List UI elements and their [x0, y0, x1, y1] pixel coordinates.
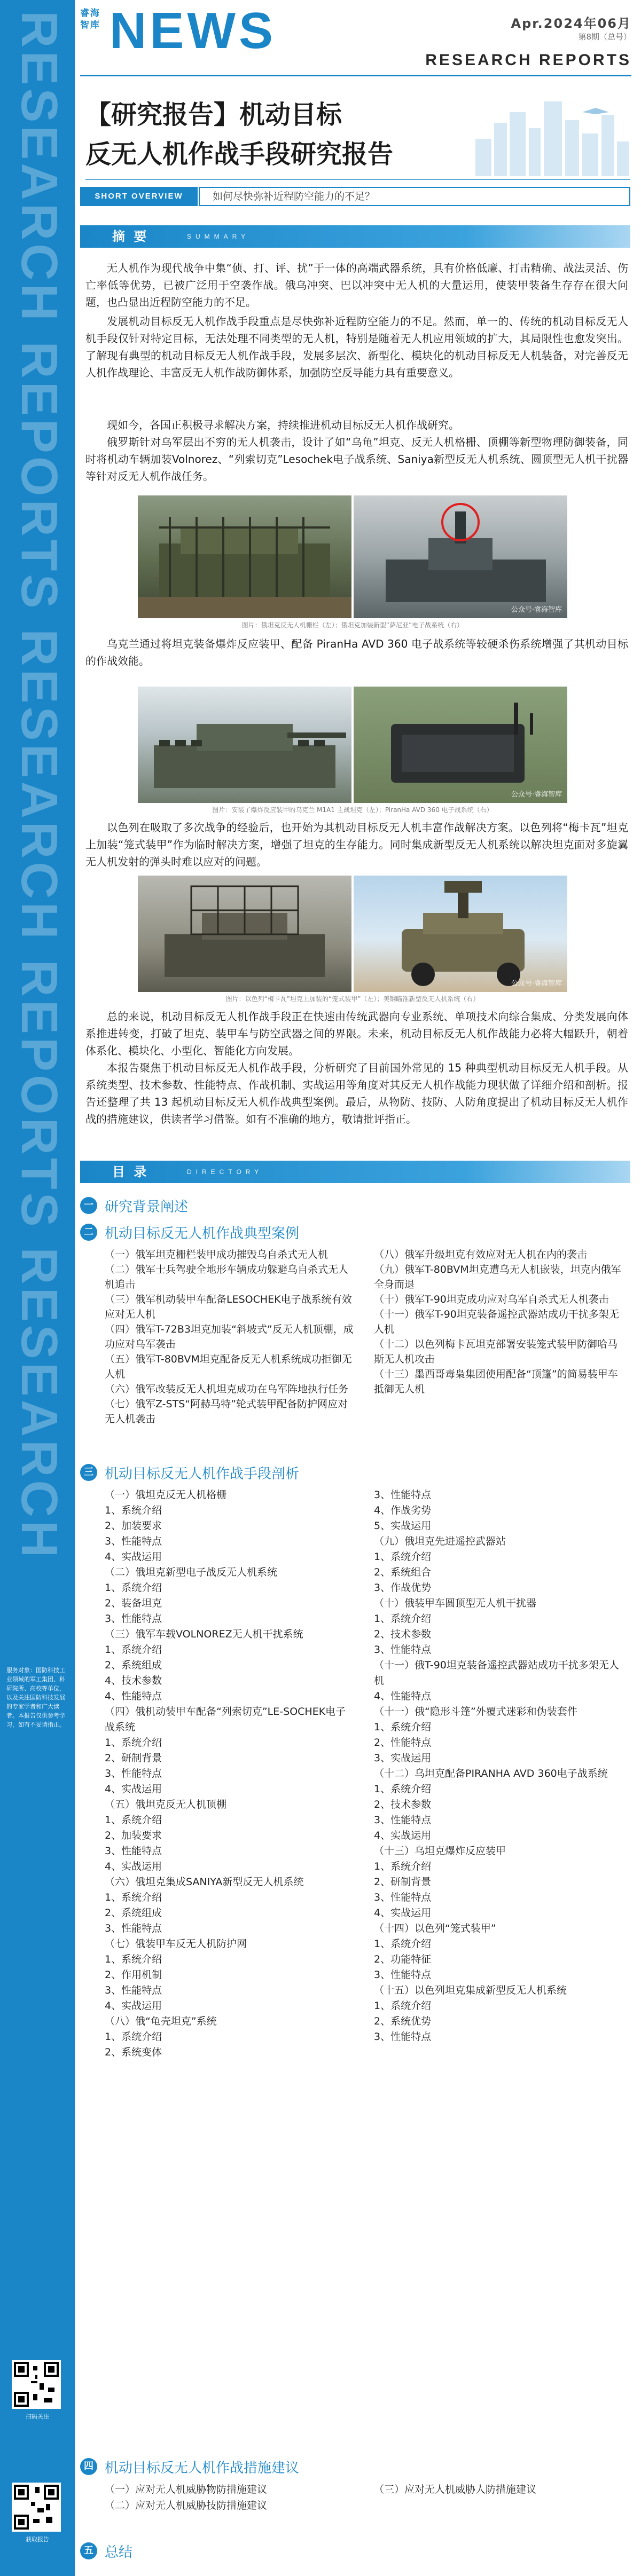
abstract-paragraph-1: 无人机作为现代战争中集“侦、打、评、扰”于一体的高端武器系统，具有价格低廉、打击精确、战法灵活、伤亡率低等优势，已被广泛用于空袭作战。俄乌冲突、巴以冲突中无人机的大量运用，使装甲装备生存存在很大问题，也凸显出近程防空能力的不足。	[85, 262, 628, 309]
watermark-2: 公众号·睿海智库	[511, 791, 562, 799]
sidebar-note: 服务对象：国防科技工业领域的军工集团、科研院所、高校等单位，以及关注国防科技发展的专家学者和广大读者。本报告仅供参考学习，如有不妥请指正。	[6, 1667, 65, 1728]
caption-photo-row-1: 图片：俄坦克反无人机栅栏（左）；俄坦克加装新型“萨尼亚”电子战系统（右）	[241, 621, 464, 629]
photo-ukraine-m1a1	[138, 687, 351, 803]
toc-item[interactable]: 2、系统变体	[105, 2046, 162, 2058]
toc-item[interactable]: （十三）乌坦克爆炸反应装甲	[374, 1845, 506, 1857]
toc-section-3[interactable]	[80, 1463, 299, 1482]
toc-item[interactable]: （七）俄军Z-STS“阿赫马特”轮式装甲配备防护网应对无人机袭击	[105, 1398, 348, 1425]
toc-item[interactable]: 3、性能特点	[374, 1814, 432, 1826]
toc-item[interactable]: （五）俄军T-80BVM坦克配备反无人机系统成功拒御无人机	[105, 1353, 352, 1380]
toc-item[interactable]: 2、性能特点	[374, 1737, 432, 1748]
toc-section-title: 机动目标反无人机作战手段剖析	[105, 1466, 300, 1482]
toc-section-title: 机动目标反无人机作战典型案例	[105, 1225, 300, 1242]
abstract-paragraph-2: 发展机动目标反无人机作战手段重点是尽快弥补近程防空能力的不足。然而，单一的、传统的机动目标反无人机手段仅针对特定目标，无法处理不同类型的无人机，特别是随着无人机应用领域的扩大，其局限性也愈发突出。了解现有典型的机动目标反无人机作战手段，发展多层次、新型化、模块化的机动目标反无人机装备，对完善反无人机作战理论、丰富反无人机作战防御体系，加强防空反导能力具有重要意义。	[85, 315, 628, 379]
toc-item[interactable]: 2、系统组成	[105, 1907, 162, 1919]
toc-item[interactable]: 1、系统介绍	[374, 2000, 432, 2012]
toc-item[interactable]: 2、技术参数	[374, 1799, 432, 1810]
toc-item[interactable]: 3、实战运用	[374, 1752, 432, 1764]
abstract-paragraph-4: 俄罗斯针对乌军层出不穷的无人机袭击，设计了如“乌龟”坦克、反无人机格栅、顶棚等新型物理防御装备，同时将机动车辆加装Volnorez、“列索切克”Lesochek电子战系统、Saniya新型反无人机系统、圆顶型无人机干扰器等针对反无人机作战任务。	[85, 436, 628, 483]
left-decorative-strip	[0, 0, 75, 2576]
toc-item[interactable]: 2、研制背景	[105, 1752, 162, 1764]
header-divider	[80, 75, 631, 76]
toc-section-bar	[80, 1161, 630, 1183]
toc-section-1[interactable]	[80, 1196, 188, 1215]
qr-code-1	[12, 2360, 61, 2409]
abstract-label: 摘 要	[112, 229, 149, 244]
toc-item[interactable]: 4、性能特点	[374, 1690, 432, 1702]
research-reports-label: RESEARCH REPORTS	[425, 51, 631, 69]
toc-item[interactable]: 2、加装要求	[105, 1520, 162, 1532]
toc-item[interactable]: 3、性能特点	[374, 1489, 432, 1501]
toc-item[interactable]: 2、系统优势	[374, 2015, 432, 2027]
toc-item[interactable]: 4、性能特点	[105, 1690, 162, 1702]
abstract-label-en: SUMMARY	[187, 233, 250, 240]
toc-item[interactable]: 4、实战运用	[105, 1551, 162, 1563]
toc-item[interactable]: 3、性能特点	[374, 1969, 432, 1981]
toc-item[interactable]: 2、技术参数	[374, 1628, 432, 1640]
toc-section-number: 四	[80, 2458, 97, 2475]
toc-item[interactable]: （七）俄装甲车反无人机防护网	[105, 1938, 247, 1950]
toc-item[interactable]: （六）俄军改装反无人机坦克成功在乌军阵地执行任务	[105, 1383, 349, 1395]
title-line-2: 反无人机作战手段研究报告	[85, 139, 394, 169]
toc-item[interactable]: 1、系统介绍	[105, 1814, 162, 1826]
toc-item[interactable]: （十一）俄“隐形斗篷”外覆式迷彩和伪装套件	[374, 1706, 577, 1718]
toc-item[interactable]: （九）俄军T-80BVM坦克遭乌无人机嵌装，坦克内俄军全身而退	[374, 1264, 621, 1290]
toc-item[interactable]: 3、性能特点	[105, 1535, 162, 1547]
toc-item[interactable]: 2、研制背景	[374, 1876, 432, 1888]
toc-item[interactable]: 5、实战运用	[374, 1520, 432, 1532]
photo-piranha-avd360	[354, 687, 567, 803]
toc-item[interactable]: 1、系统介绍	[374, 1613, 432, 1625]
toc-s3-left-list	[105, 1487, 356, 2060]
toc-item[interactable]: 1、系统介绍	[105, 1892, 162, 1903]
toc-item[interactable]: 3、性能特点	[105, 1613, 162, 1625]
toc-item[interactable]: （十一）俄军T-90坦克装备遥控武器站成功干扰多架无人机	[374, 1309, 619, 1335]
watermark-3: 公众号·睿海智库	[511, 980, 562, 988]
toc-item[interactable]: 2、系统组成	[105, 1659, 162, 1671]
toc-item[interactable]: 4、实战运用	[374, 1907, 432, 1919]
toc-item[interactable]: 3、性能特点	[105, 1845, 162, 1857]
toc-item[interactable]: 1、系统介绍	[374, 1783, 432, 1795]
abstract-section-bar	[80, 225, 630, 248]
toc-item[interactable]: 1、系统介绍	[105, 1644, 162, 1656]
toc-item[interactable]: 2、装备坦克	[105, 1597, 162, 1609]
toc-item[interactable]: （八）俄“龟壳坦克”系统	[105, 2015, 217, 2027]
toc-item[interactable]: 3、性能特点	[374, 1892, 432, 1903]
toc-item[interactable]: 1、系统介绍	[105, 1953, 162, 1965]
toc-s3-right-list	[374, 1487, 625, 2045]
toc-item[interactable]: （十三）墨西哥毒枭集团使用配备“顶篷”的简易装甲车抵御无人机	[374, 1368, 618, 1395]
toc-item[interactable]: （三）俄军车载VOLNOREZ无人机干扰系统	[105, 1628, 303, 1640]
qr-caption-1: 扫码关注	[26, 2413, 49, 2420]
watermark-1: 公众号·睿海智库	[511, 606, 562, 614]
toc-item[interactable]: （九）俄坦克先进遥控武器站	[374, 1535, 506, 1547]
toc-item[interactable]: 4、实战运用	[374, 1830, 432, 1841]
toc-section-number: 二	[80, 1224, 97, 1241]
toc-item[interactable]: （十二）乌坦克配备PIRANHA AVD 360电子战系统	[374, 1768, 608, 1779]
toc-item[interactable]: （一）应对无人机威胁物防措施建议	[105, 2484, 268, 2495]
toc-item[interactable]: 3、性能特点	[105, 1984, 162, 1996]
toc-item[interactable]: （三）应对无人机威胁人防措施建议	[374, 2484, 537, 2495]
toc-item[interactable]: 1、系统介绍	[105, 2031, 162, 2043]
issue-number: 第8期（总号）	[578, 32, 631, 42]
toc-item[interactable]: （十）俄军T-90坦克成功应对乌军自杀式无人机袭击	[374, 1294, 609, 1305]
overview-question: 如何尽快弥补近程防空能力的不足？	[199, 187, 630, 206]
qr-caption-2: 获取报告	[26, 2536, 49, 2543]
toc-item[interactable]: 4、实战运用	[105, 1783, 162, 1795]
toc-item[interactable]: 2、加装要求	[105, 1830, 162, 1841]
toc-item[interactable]: 1、系统介绍	[105, 1504, 162, 1516]
toc-item[interactable]: 3、作战优势	[374, 1582, 432, 1594]
toc-section-2[interactable]	[80, 1223, 299, 1242]
toc-item[interactable]: （六）俄坦克集成SANIYA新型反无人机系统	[105, 1876, 304, 1888]
toc-item[interactable]: 2、功能特征	[374, 1953, 432, 1965]
title-line-1: 【研究报告】机动目标	[85, 100, 342, 130]
toc-item[interactable]: 2、系统组合	[374, 1566, 432, 1578]
toc-item[interactable]: （五）俄坦克反无人机顶棚	[105, 1799, 227, 1810]
city-skyline-icon	[470, 91, 630, 176]
abstract-paragraph-8: 本报告聚焦于机动目标反无人机作战手段，分析研究了目前国外常见的 15 种典型机动目标反无人机手段。从系统类型、技术参数、性能特点、作战机制、实战运用等角度对其反无人机作战能力现状做了详细介绍和剖析。报告还整理了共 13 起机动目标反无人机作战典型案例。最后，从物防、技防、人防角度提出了机动目标反无人机作战的措施建议，供读者学习借鉴。如有不准确的地方，敬请批评指正。	[85, 1061, 628, 1125]
toc-section-5[interactable]	[80, 2541, 132, 2561]
news-masthead: NEWS	[110, 2, 276, 59]
toc-item[interactable]: 1、系统介绍	[374, 1721, 432, 1733]
toc-item[interactable]: （十一）俄T-90坦克装备遥控武器站成功干扰多架无人机	[374, 1659, 619, 1687]
toc-item[interactable]: （十二）以色列梅卡瓦坦克部署安装笼式装甲防御哈马斯无人机攻击	[374, 1338, 618, 1365]
toc-item[interactable]: 1、系统介绍	[105, 1582, 162, 1594]
toc-item[interactable]: 1、系统介绍	[374, 1938, 432, 1950]
toc-item[interactable]: （四）俄军T-72B3坦克加装“斜坡式”反无人机顶棚，成功应对乌军袭击	[105, 1324, 354, 1350]
toc-label-en: DIRECTORY	[187, 1168, 263, 1176]
report-title	[85, 95, 393, 174]
toc-label: 目 录	[112, 1164, 149, 1179]
toc-s2-right-list	[374, 1247, 625, 1397]
toc-item[interactable]: （十）俄装甲车圆顶型无人机干扰器	[374, 1597, 537, 1609]
caption-photo-row-3: 图片：以色列“梅卡瓦”坦克上加装的“笼式装甲”（左）；美钢瞄准新型反无人机系统（右）	[225, 995, 480, 1003]
toc-item[interactable]: 1、系统介绍	[374, 1861, 432, 1872]
issue-date: Apr.2024年06月	[511, 16, 631, 31]
toc-section-number: 一	[80, 1197, 97, 1214]
toc-item[interactable]: （二）俄坦克新型电子战反无人机系统	[105, 1566, 278, 1578]
toc-item[interactable]: （一）俄坦克反无人机格栅	[105, 1489, 227, 1501]
toc-section-title: 机动目标反无人机作战措施建议	[105, 2460, 300, 2476]
toc-s4-left-list	[105, 2482, 356, 2514]
toc-s4-right-list	[374, 2482, 625, 2498]
photo-russian-tank-grille	[138, 495, 351, 618]
toc-item[interactable]: （十五）以色列坦克集成新型反无人机系统	[374, 1984, 567, 1996]
side-watermark-text: RESEARCH REPORTS RESEARCH REPORTS RESEARCH	[11, 11, 68, 1561]
photo-merkava-cage-armor	[138, 876, 351, 992]
abstract-paragraph-5: 乌克兰通过将坦克装备爆炸反应装甲、配备 PiranHa AVD 360 电子战系统等较硬杀伤系统增强了其机动目标的作战效能。	[85, 637, 628, 667]
toc-item[interactable]: 2、作用机制	[105, 1969, 162, 1981]
abstract-paragraph-6: 以色列在吸取了多次战争的经验后，也开始为其机动目标反无人机丰富作战解决方案。以色列将“梅卡瓦”坦克上加装“笼式装甲”作为临时解决方案，增强了坦克的生存能力。同时集成新型反无人机系统以解决坦克面对多旋翼无人机发射的弹头时难以应对的问题。	[85, 821, 628, 868]
toc-item[interactable]: （二）俄军士兵驾驶全地形车辆成功躲避乌自杀式无人机追击	[105, 1264, 349, 1290]
toc-item[interactable]: 3、性能特点	[105, 1923, 162, 1934]
abstract-paragraph-7: 总的来说，机动目标反无人机作战手段正在快速由传统武器向专业系统、单项技术向综合集成、分类发展向体系推进转变，打破了坦克、装甲车与防空武器之间的界限。未来，机动目标反无人机作战能力必将大幅跃升，朝着体系化、模块化、小型化、智能化方向发展。	[85, 1010, 628, 1057]
toc-section-number: 五	[80, 2542, 97, 2559]
abstract-paragraph-3: 现如今，各国正积极寻求解决方案，持续推进机动目标反无人机作战研究。	[107, 419, 459, 431]
toc-section-number: 三	[80, 1464, 97, 1481]
toc-item[interactable]: （八）俄军升级坦克有效应对无人机在内的袭击	[374, 1249, 588, 1261]
toc-item[interactable]: （一）俄军坦克栅栏装甲成功摧毁乌自杀式无人机	[105, 1249, 329, 1261]
toc-item[interactable]: 3、性能特点	[105, 1768, 162, 1779]
toc-item[interactable]: 3、性能特点	[374, 1644, 432, 1656]
toc-section-title: 研究背景阐述	[105, 1199, 189, 1215]
photo-tank-saniya-ew	[354, 495, 567, 618]
toc-item[interactable]: （二）应对无人机威胁技防措施建议	[105, 2500, 268, 2511]
qr-code-2	[12, 2483, 61, 2532]
toc-s2-left-list	[105, 1247, 356, 1427]
toc-section-title: 总结	[105, 2544, 133, 2561]
brand-logo-text: 睿海智库	[80, 8, 100, 30]
toc-item[interactable]: （三）俄军机动装甲车配备LESOCHEK电子战系统有效应对无人机	[105, 1294, 352, 1320]
toc-item[interactable]: 1、系统介绍	[105, 1737, 162, 1748]
short-overview-label: SHORT OVERVIEW	[80, 187, 198, 206]
photo-new-counter-uav-system	[354, 876, 567, 992]
toc-item[interactable]: （四）俄机动装甲车配备“列索切克”LE-SOCHEK电子战系统	[105, 1706, 346, 1733]
toc-item[interactable]: 4、作战劣势	[374, 1504, 432, 1516]
toc-item[interactable]: 4、实战运用	[105, 1861, 162, 1872]
toc-item[interactable]: （十四）以色列“笼式装甲”	[374, 1923, 496, 1934]
toc-section-4[interactable]	[80, 2457, 299, 2476]
toc-item[interactable]: 4、实战运用	[105, 2000, 162, 2012]
toc-item[interactable]: 4、技术参数	[105, 1675, 162, 1687]
caption-photo-row-2: 图片：安装了爆炸反应装甲的乌克兰 M1A1 主战坦克（左）；PiranHa AVD 360 电子战系统（右）	[212, 806, 493, 814]
toc-item[interactable]: 3、性能特点	[374, 2031, 432, 2043]
toc-item[interactable]: 1、系统介绍	[374, 1551, 432, 1563]
